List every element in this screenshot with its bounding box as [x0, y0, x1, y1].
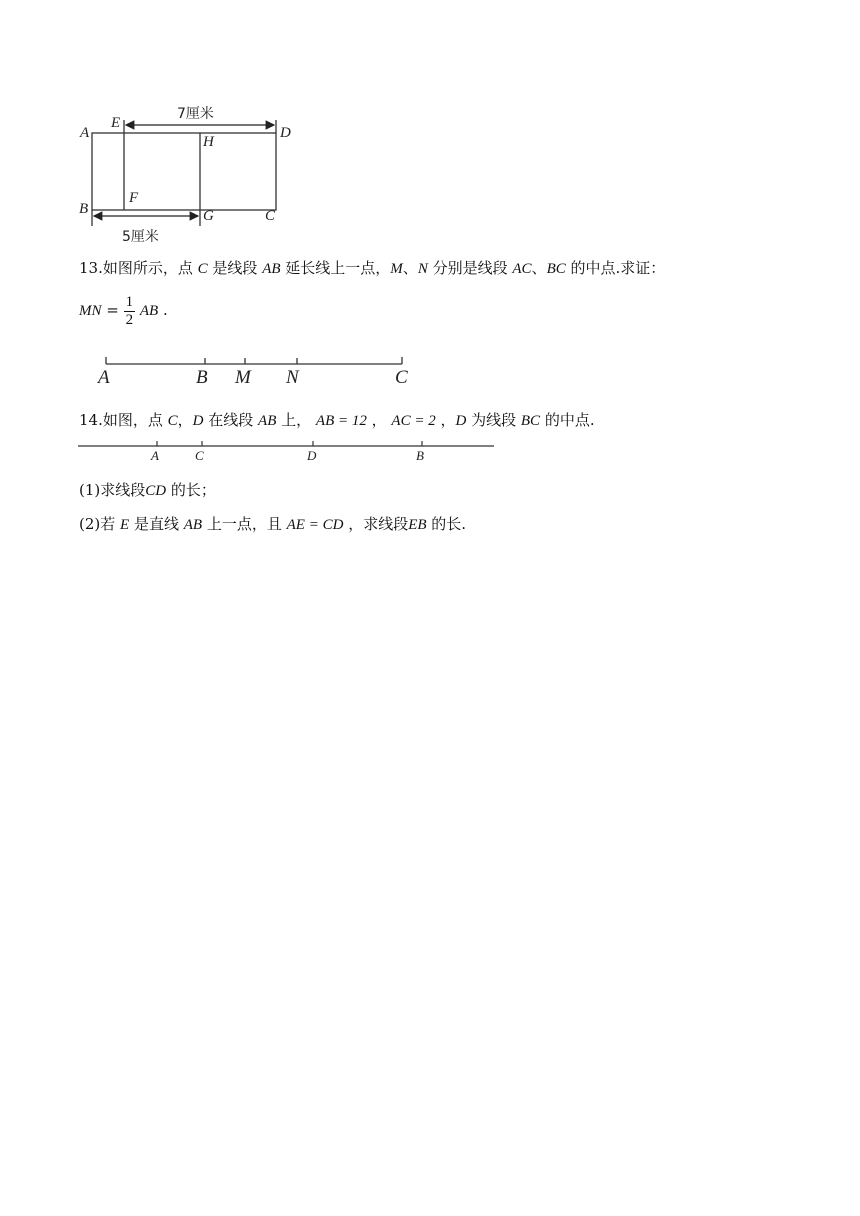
point-label-a: A	[80, 125, 90, 141]
point-label-f: F	[129, 190, 139, 206]
segment-diagram-14	[0, 0, 520, 470]
q13-var-bc: BC	[546, 261, 566, 277]
q13-text-1: 13.如图所示，点	[79, 259, 198, 277]
point-label-b: B	[196, 367, 208, 388]
fraction-denominator: 2	[125, 311, 134, 328]
q14-eq-ab: AB = 12	[315, 413, 367, 429]
point-label-a: A	[98, 367, 110, 388]
point-label-h: H	[203, 134, 214, 150]
q13-text-4: 分别是线段	[427, 259, 513, 277]
q14-var-ab: AB	[258, 413, 277, 429]
point-label-m: M	[235, 367, 251, 388]
q14-text-3: 上，	[276, 411, 316, 429]
q13-sep: 、	[402, 259, 418, 277]
q14-var-d: D	[192, 413, 204, 429]
q14-eq-ac: AC = 2	[391, 413, 436, 429]
q14-part2-var-e: E	[120, 517, 130, 533]
formula-ab: AB	[139, 303, 159, 319]
q13-var-m: M	[390, 261, 403, 277]
q14-comma-2: ，	[366, 411, 392, 429]
fraction-numerator: 1	[125, 293, 134, 310]
question-14-part-2	[79, 514, 466, 535]
point-label-n: N	[286, 367, 299, 388]
q14-text-4: 为线段	[466, 411, 521, 429]
q14-comma-3: ，	[435, 411, 456, 429]
q14-part2-text-3: 上一点，且	[202, 515, 287, 533]
q14-var-d-2: D	[455, 413, 467, 429]
q13-var-ac: AC	[512, 261, 532, 277]
point-label-b: B	[79, 201, 89, 217]
formula-mn: MN	[79, 303, 102, 319]
q13-text-5: 的中点.求证：	[565, 259, 666, 277]
q14-part2-text: (2)若	[79, 515, 121, 533]
q14-var-bc: BC	[520, 413, 541, 429]
q14-part2-text-2: 是直线	[129, 515, 184, 533]
point-label-c: C	[265, 208, 276, 224]
q14-text-1: 14.如图，点	[79, 411, 168, 429]
formula-period: .	[158, 301, 168, 319]
q14-comma: ，	[177, 411, 193, 429]
point-label-e: E	[111, 115, 121, 131]
q13-var-ab: AB	[262, 261, 281, 277]
q14-part2-var-eb: EB	[408, 517, 427, 533]
q14-part2-var-ab: AB	[183, 517, 203, 533]
q14-part1-text: (1)求线段	[79, 481, 146, 499]
point-label-a: A	[151, 448, 159, 463]
point-label-g: G	[203, 208, 214, 224]
question-14-part-1	[79, 480, 216, 501]
point-label-c: C	[195, 448, 204, 463]
point-label-d: D	[307, 448, 317, 463]
q14-part1-var-cd: CD	[145, 483, 167, 499]
q14-part2-tail: 的长.	[426, 515, 467, 533]
dimension-label-bottom: 5厘米	[122, 229, 159, 245]
q14-part2-text-4: ，求线段	[343, 515, 409, 533]
dimension-label-top: 7厘米	[177, 106, 214, 122]
q14-text-5: 的中点.	[540, 411, 595, 429]
point-label-c: C	[395, 367, 408, 388]
q13-text-3: 延长线上一点，	[280, 259, 391, 277]
q13-var-n: N	[417, 261, 428, 277]
q14-text-2: 在线段	[203, 411, 259, 429]
formula-eq: =	[101, 301, 124, 319]
q14-part2-eq: AE = CD	[286, 517, 344, 533]
point-label-b: B	[416, 448, 424, 463]
q13-text-2: 是线段	[207, 259, 263, 277]
q13-var-c: C	[197, 261, 208, 277]
q13-sep-2: 、	[531, 259, 547, 277]
q14-var-c: C	[167, 413, 178, 429]
q14-part1-tail: 的长；	[166, 481, 216, 499]
point-label-d: D	[280, 125, 291, 141]
